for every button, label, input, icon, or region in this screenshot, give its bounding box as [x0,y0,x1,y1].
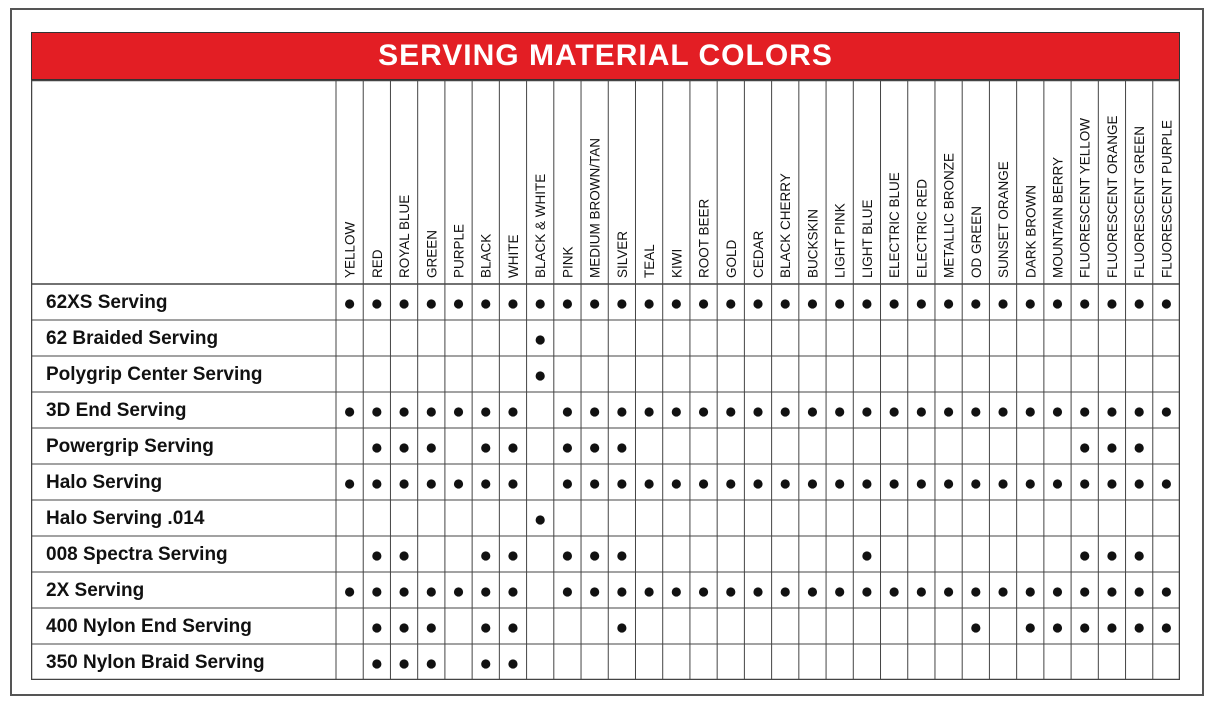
availability-dot [590,407,599,416]
row-label: 400 Nylon End Serving [46,616,252,637]
availability-dot [345,407,354,416]
row-label: 350 Nylon Braid Serving [46,652,265,673]
availability-dot [672,407,681,416]
availability-dot [454,407,463,416]
column-header-label: GREEN [424,229,440,278]
availability-dot [998,587,1007,596]
availability-dot [1080,479,1089,488]
availability-dot [590,587,599,596]
availability-dot [617,479,626,488]
column-header-label: KIWI [669,248,685,278]
availability-dot [781,299,790,308]
availability-dot [726,407,735,416]
availability-dot [1026,407,1035,416]
availability-dot [481,659,490,668]
availability-dot [699,479,708,488]
availability-dot [753,479,762,488]
availability-dot [563,479,572,488]
availability-dot [1026,299,1035,308]
availability-dot [617,587,626,596]
availability-dot [427,587,436,596]
availability-dot [536,371,545,380]
availability-dot [454,479,463,488]
column-header-label: GOLD [723,239,739,278]
availability-dot [617,443,626,452]
availability-dot [998,479,1007,488]
availability-dot [1080,407,1089,416]
availability-dot [345,587,354,596]
availability-dot [1135,479,1144,488]
column-header-label: ELECTRIC RED [914,178,930,278]
availability-dot [944,407,953,416]
availability-dot [481,479,490,488]
availability-dot [508,551,517,560]
availability-dot [508,407,517,416]
availability-dot [590,551,599,560]
availability-dot [1162,623,1171,632]
chart-title: SERVING MATERIAL COLORS [378,39,833,72]
availability-dot [644,407,653,416]
availability-dot [508,623,517,632]
availability-dot [1107,623,1116,632]
availability-dot [971,479,980,488]
availability-dot [1107,587,1116,596]
availability-dot [590,299,599,308]
availability-dot [726,299,735,308]
availability-dot [1107,479,1116,488]
row-label: Polygrip Center Serving [46,364,263,385]
availability-dot [399,479,408,488]
row-label: 008 Spectra Serving [46,544,228,565]
color-availability-table [31,80,1180,680]
availability-dot [1053,623,1062,632]
column-header-label: MOUNTAIN BERRY [1050,156,1066,278]
column-header-label: FLUORESCENT PURPLE [1159,119,1175,278]
availability-dot [1107,407,1116,416]
availability-dot [1053,407,1062,416]
availability-dot [862,479,871,488]
availability-dot [1053,479,1062,488]
availability-dot [481,299,490,308]
column-header-label: BLACK [478,233,494,278]
availability-dot [835,587,844,596]
availability-dot [508,587,517,596]
availability-dot [672,587,681,596]
column-header-label: ROYAL BLUE [397,194,413,278]
availability-dot [399,299,408,308]
availability-dot [399,407,408,416]
availability-dot [563,407,572,416]
column-header-label: PURPLE [451,223,467,278]
availability-dot [427,299,436,308]
availability-dot [917,299,926,308]
column-header-label: FLUORESCENT ORANGE [1104,115,1120,278]
availability-dot [617,551,626,560]
availability-dot [372,299,381,308]
availability-dot [508,443,517,452]
availability-dot [508,479,517,488]
column-header-label: TEAL [642,244,658,278]
availability-dot [399,623,408,632]
availability-dot [399,587,408,596]
availability-dot [590,479,599,488]
availability-dot [890,407,899,416]
column-header-label: ROOT BEER [696,198,712,278]
availability-dot [1053,299,1062,308]
availability-dot [1107,551,1116,560]
availability-dot [508,299,517,308]
column-header-label: SILVER [614,230,630,278]
availability-dot [944,479,953,488]
availability-dot [1135,623,1144,632]
availability-dot [1135,551,1144,560]
row-label: Halo Serving .014 [46,508,205,529]
availability-dot [1080,587,1089,596]
availability-dot [372,587,381,596]
availability-dot [726,479,735,488]
availability-dot [1080,443,1089,452]
availability-dot [427,443,436,452]
availability-dot [726,587,735,596]
table-svg [31,80,1180,680]
availability-dot [862,407,871,416]
availability-dot [808,299,817,308]
row-label: 3D End Serving [46,400,187,421]
availability-dot [1162,407,1171,416]
availability-dot [427,623,436,632]
column-header-label: WHITE [505,234,521,278]
availability-dot [427,479,436,488]
column-header-label: RED [369,249,385,278]
availability-dot [372,623,381,632]
availability-dot [399,443,408,452]
availability-dot [753,587,762,596]
availability-dot [998,299,1007,308]
availability-dot [808,407,817,416]
availability-dot [944,587,953,596]
availability-dot [917,587,926,596]
column-header-label: METALLIC BRONZE [941,152,957,278]
availability-dot [1080,299,1089,308]
availability-dot [1135,407,1144,416]
availability-dot [835,299,844,308]
availability-dot [563,587,572,596]
availability-dot [563,551,572,560]
availability-dot [644,587,653,596]
availability-dot [781,587,790,596]
availability-dot [699,407,708,416]
availability-dot [536,515,545,524]
row-label: 62XS Serving [46,292,168,313]
availability-dot [1162,479,1171,488]
chart-title-banner [31,32,1180,80]
availability-dot [563,443,572,452]
availability-dot [454,299,463,308]
availability-dot [481,587,490,596]
availability-dot [508,659,517,668]
availability-dot [644,299,653,308]
column-header-label: FLUORESCENT GREEN [1132,125,1148,278]
availability-dot [372,479,381,488]
availability-dot [998,407,1007,416]
row-label: 2X Serving [46,580,145,601]
availability-dot [1026,587,1035,596]
column-header-label: CEDAR [751,230,766,278]
availability-dot [427,659,436,668]
availability-dot [481,551,490,560]
availability-dot [345,299,354,308]
availability-dot [753,299,762,308]
availability-dot [862,551,871,560]
availability-dot [372,407,381,416]
column-header-label: BLACK & WHITE [533,173,549,278]
column-header-label: LIGHT BLUE [859,199,875,278]
availability-dot [672,299,681,308]
availability-dot [1162,587,1171,596]
availability-dot [617,623,626,632]
availability-dot [481,623,490,632]
column-header-label: DARK BROWN [1023,184,1039,278]
availability-dot [372,659,381,668]
availability-dot [971,299,980,308]
availability-dot [617,299,626,308]
availability-dot [399,659,408,668]
availability-dot [699,587,708,596]
availability-dot [536,299,545,308]
availability-dot [890,587,899,596]
availability-dot [1135,299,1144,308]
availability-dot [1080,623,1089,632]
availability-dot [644,479,653,488]
availability-dot [1135,443,1144,452]
availability-dot [427,407,436,416]
availability-dot [781,479,790,488]
availability-dot [345,479,354,488]
column-header-label: BLACK CHERRY [778,173,794,278]
row-label: Powergrip Serving [46,436,214,457]
column-header-label: LIGHT PINK [832,203,848,278]
availability-dot [536,335,545,344]
availability-dot [808,479,817,488]
availability-dot [1107,299,1116,308]
availability-dot [1162,299,1171,308]
availability-dot [753,407,762,416]
availability-dot [808,587,817,596]
availability-dot [1026,479,1035,488]
column-header-label: YELLOW [342,221,358,278]
availability-dot [399,551,408,560]
availability-dot [835,407,844,416]
column-header-label: MEDIUM BROWN/TAN [587,138,603,278]
availability-dot [1026,623,1035,632]
column-header-label: OD GREEN [968,205,984,278]
availability-dot [835,479,844,488]
availability-dot [672,479,681,488]
availability-dot [454,587,463,596]
availability-dot [590,443,599,452]
column-header-label: PINK [560,246,576,278]
availability-dot [971,587,980,596]
availability-dot [971,407,980,416]
availability-dot [617,407,626,416]
column-header-label: ELECTRIC BLUE [887,172,903,278]
availability-dot [890,299,899,308]
availability-dot [1080,551,1089,560]
column-header-label: FLUORESCENT YELLOW [1077,117,1093,278]
availability-dot [944,299,953,308]
availability-dot [890,479,899,488]
availability-dot [699,299,708,308]
availability-dot [1107,443,1116,452]
availability-dot [1135,587,1144,596]
availability-dot [971,623,980,632]
availability-dot [481,407,490,416]
column-header-label: BUCKSKIN [805,208,821,278]
availability-dot [862,299,871,308]
availability-dot [917,479,926,488]
availability-dot [781,407,790,416]
row-label: Halo Serving [46,472,163,493]
availability-dot [481,443,490,452]
availability-dot [372,443,381,452]
row-label: 62 Braided Serving [46,328,219,349]
column-header-label: SUNSET ORANGE [996,161,1012,278]
availability-dot [862,587,871,596]
availability-dot [1053,587,1062,596]
availability-dot [372,551,381,560]
availability-dot [917,407,926,416]
availability-dot [563,299,572,308]
